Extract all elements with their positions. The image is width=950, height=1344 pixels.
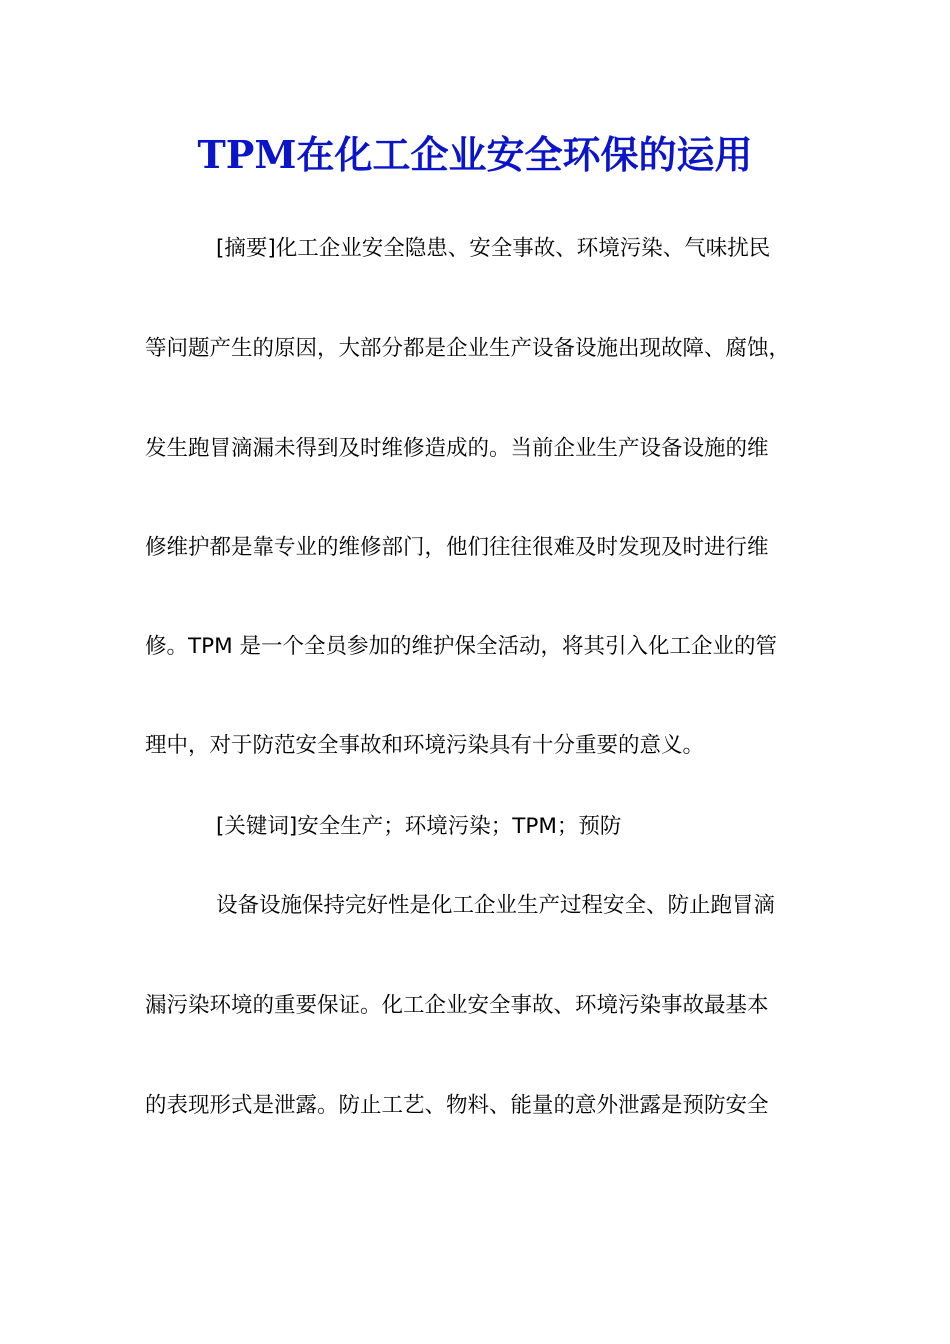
- document-title: TPM在化工企业安全环保的运用: [197, 132, 753, 177]
- body-line-3: 的表现形式是泄露。防止工艺、物料、能量的意外泄露是预防安全: [145, 1093, 769, 1118]
- abstract-line-6: 理中，对于防范安全事故和环境污染具有十分重要的意义。: [145, 733, 705, 758]
- abstract-line-4: 修维护都是靠专业的维修部门，他们往往很难及时发现及时进行维: [145, 535, 769, 560]
- abstract-line-1: [摘要]化工企业安全隐患、安全事故、环境污染、气味扰民: [216, 236, 771, 261]
- body-line-1: 设备设施保持完好性是化工企业生产过程安全、防止跑冒滴: [216, 893, 776, 918]
- abstract-line-3: 发生跑冒滴漏未得到及时维修造成的。当前企业生产设备设施的维: [145, 436, 769, 461]
- abstract-line-5: 修。TPM 是一个全员参加的维护保全活动，将其引入化工企业的管: [145, 634, 777, 659]
- keywords-line: [关键词]安全生产；环境污染；TPM；预防: [216, 814, 622, 839]
- body-line-2: 漏污染环境的重要保证。化工企业安全事故、环境污染事故最基本: [145, 993, 769, 1018]
- abstract-line-2: 等问题产生的原因，大部分都是企业生产设备设施出现故障、腐蚀，: [145, 336, 791, 361]
